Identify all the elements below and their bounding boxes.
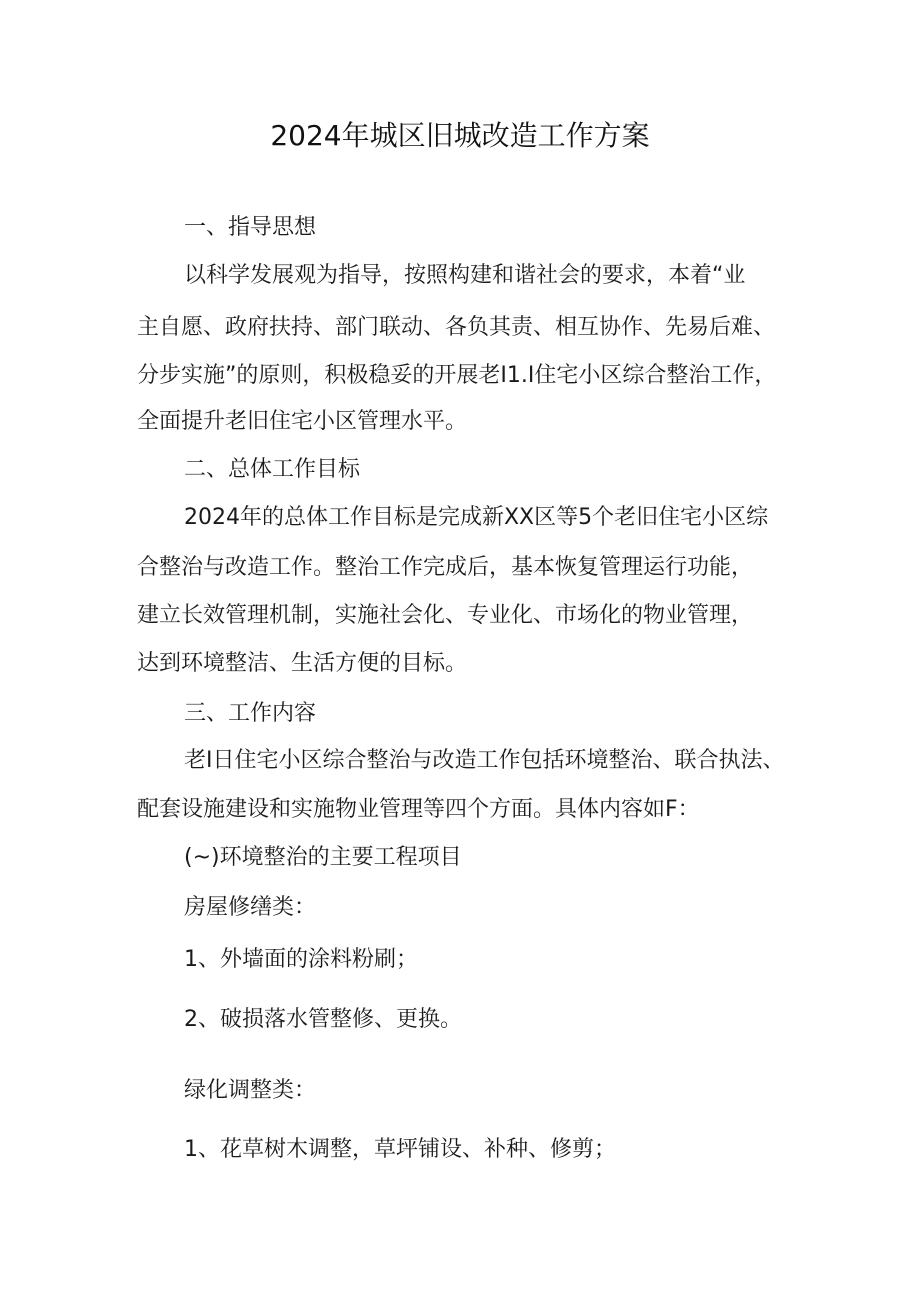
section-heading: 一、指导思想 — [184, 215, 317, 240]
list-item: 2、破损落水管整修、更换。 — [184, 1007, 462, 1032]
paragraph-line: 老I日住宅小区综合整治与改造工作包括环境整治、联合执法、 — [184, 748, 785, 773]
list-item: 1、花草树木调整，草坪铺设、补种、修剪； — [184, 1137, 616, 1162]
paragraph-line: 2024年的总体工作目标是完成新XX区等5个老旧住宅小区综 — [184, 505, 769, 530]
paragraph-line: 全面提升老旧住宅小区管理水平。 — [137, 409, 468, 434]
paragraph-line: 合整治与改造工作。整治工作完成后，基本恢复管理运行功能， — [137, 555, 754, 580]
section-heading: 二、总体工作目标 — [184, 457, 361, 482]
category-heading: 房屋修缮类： — [184, 895, 317, 920]
paragraph-line: 建立长效管理机制，实施社会化、专业化、市场化的物业管理， — [137, 603, 754, 628]
paragraph-line: 达到环境整洁、生活方便的目标。 — [137, 651, 468, 676]
paragraph-line: 主自愿、政府扶持、部门联动、各负其责、相互协作、先易后难、 — [137, 315, 776, 340]
list-item: 1、外墙面的涂料粉刷； — [184, 947, 418, 972]
paragraph-line: 分步实施”的原则，积极稳妥的开展老I1.I住宅小区综合整治工作， — [137, 363, 777, 388]
category-heading: 绿化调整类： — [184, 1078, 317, 1103]
document-title: 2024年城区旧城改造工作方案 — [270, 119, 650, 152]
paragraph-line: 配套设施建设和实施物业管理等四个方面。具体内容如F： — [137, 797, 700, 822]
section-heading: 三、工作内容 — [184, 701, 317, 726]
subsection-heading: (~)环境整治的主要工程项目 — [184, 845, 462, 870]
paragraph-line: 以科学发展观为指导，按照构建和谐社会的要求，本着“业 — [184, 263, 746, 288]
